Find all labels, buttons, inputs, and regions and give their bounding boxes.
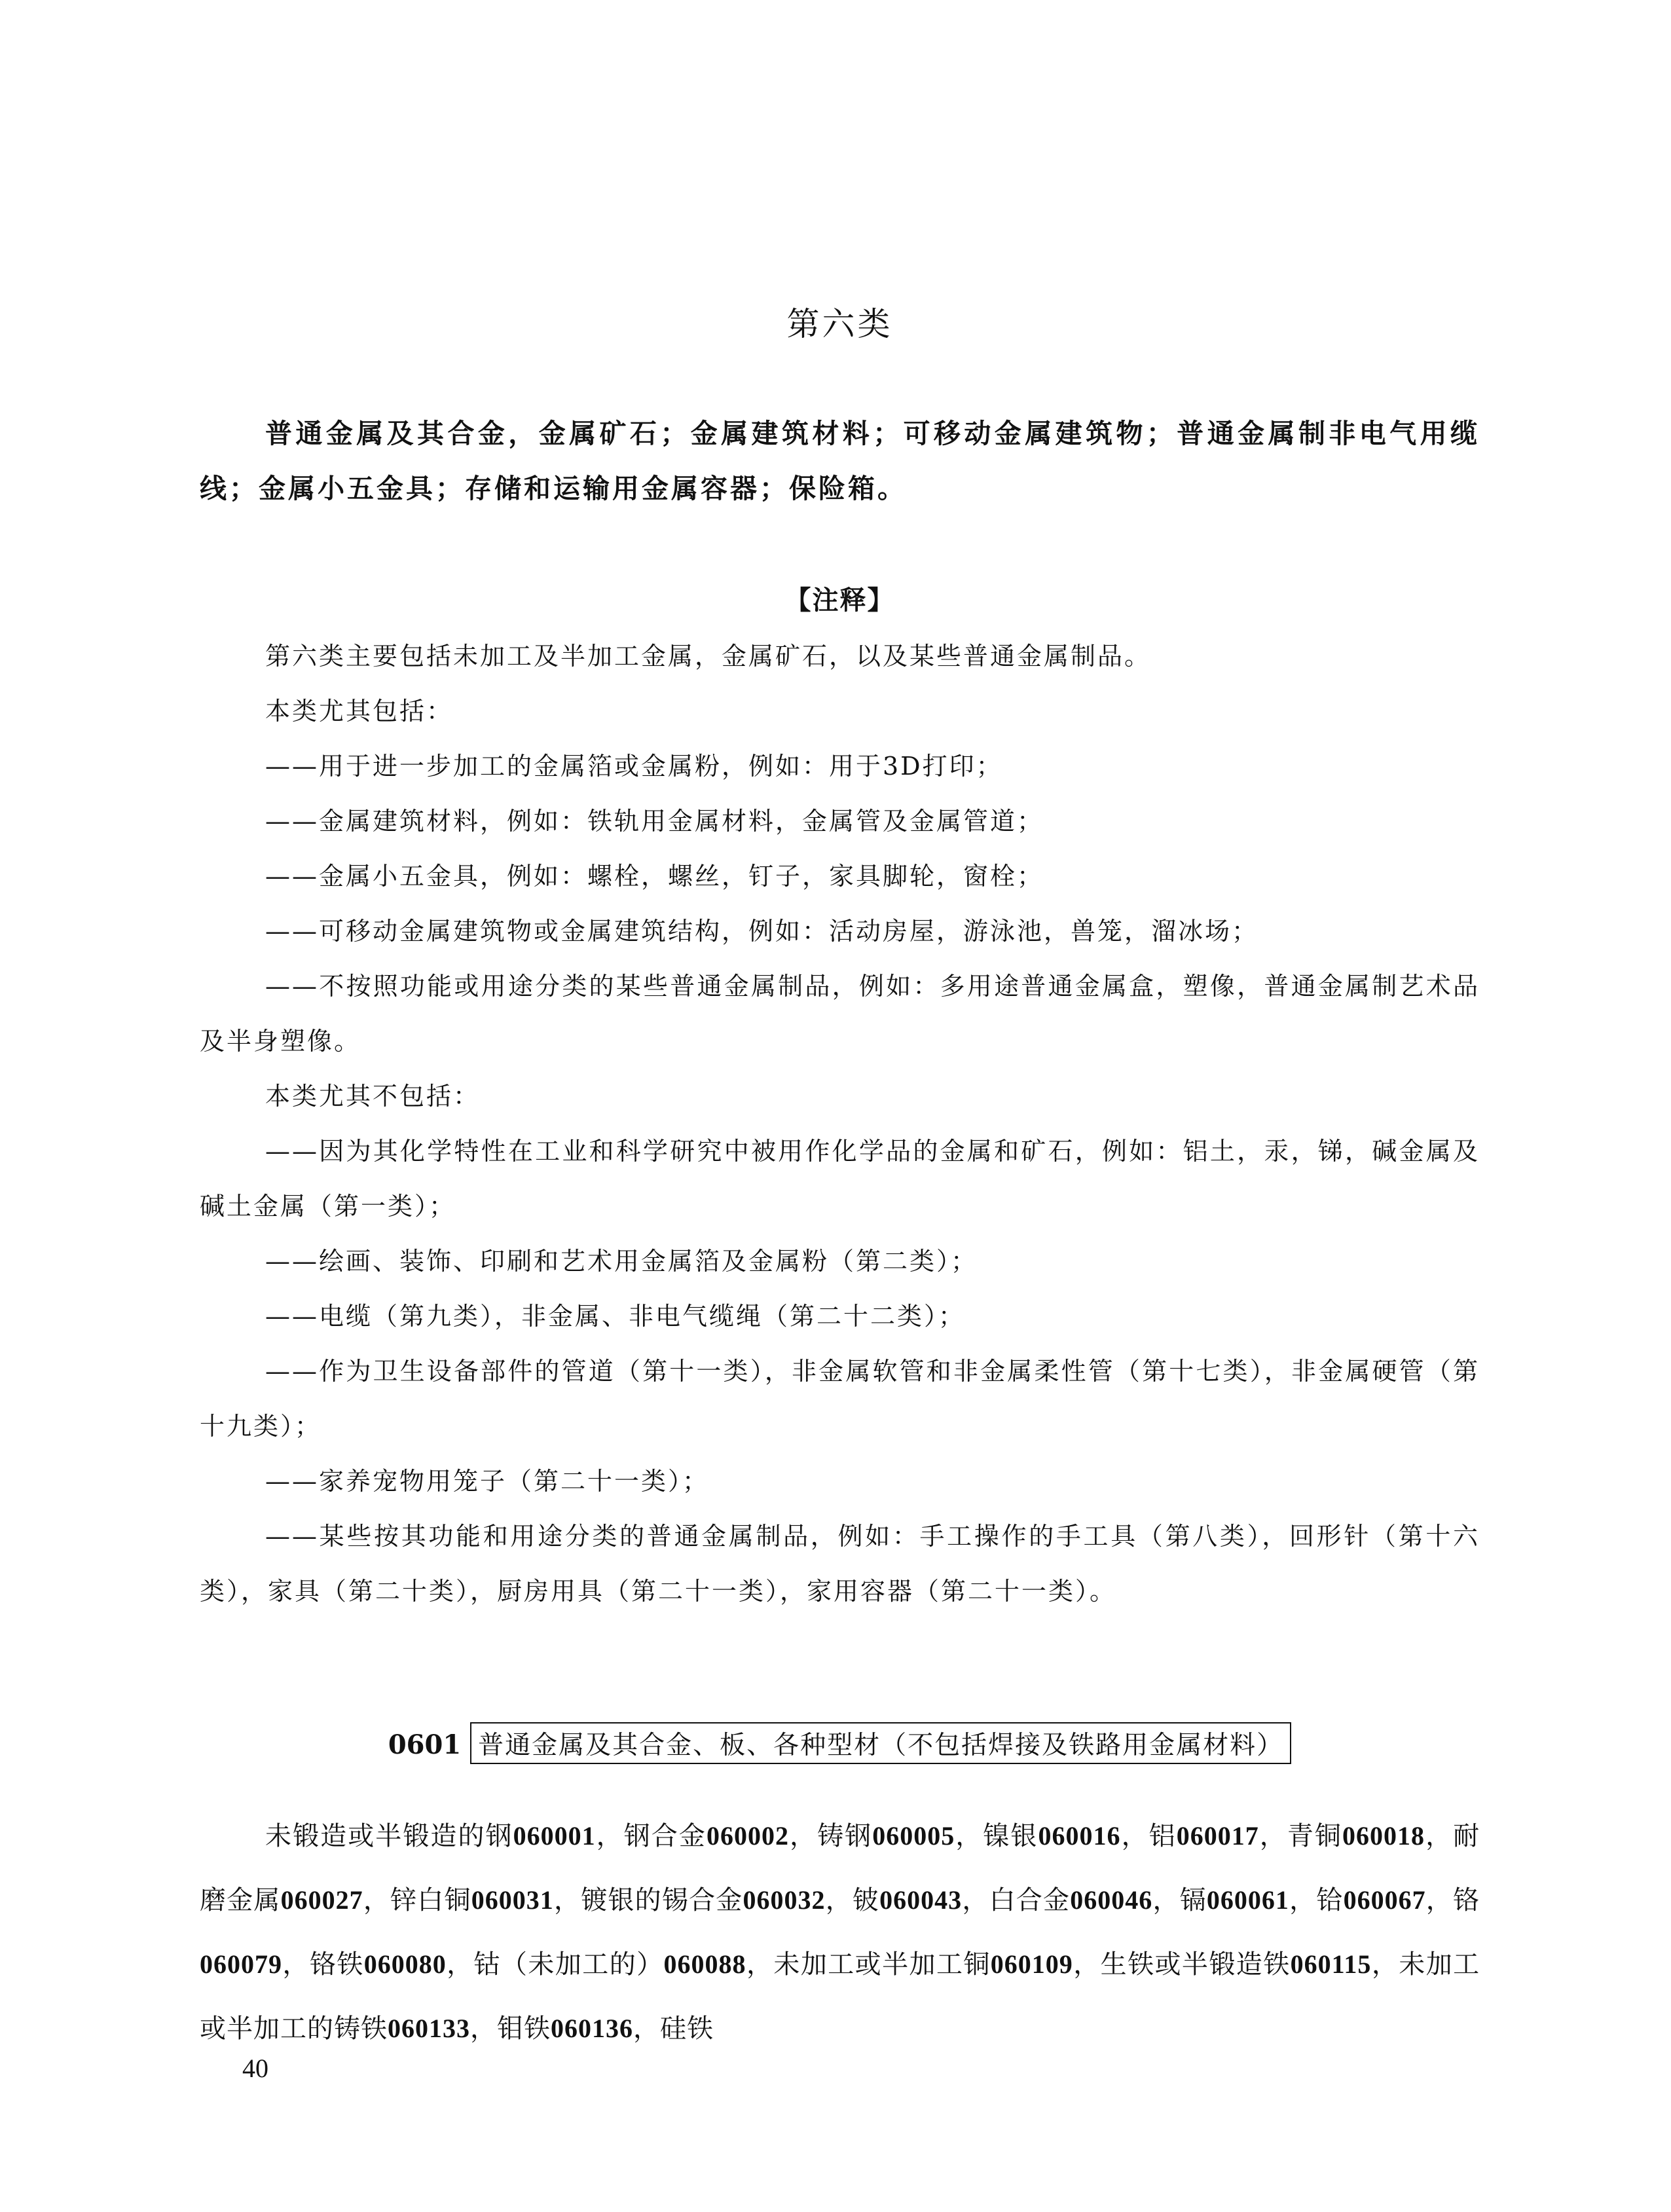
goods-name: 铍 (852, 1885, 880, 1915)
goods-item (1101, 1949, 1399, 1980)
goods-name: 镍银 (983, 1821, 1038, 1851)
goods-separator: ， (595, 1821, 624, 1851)
document-page (200, 0, 1480, 2212)
goods-separator: ， (282, 1949, 310, 1980)
goods-item (474, 1949, 774, 1980)
goods-list (200, 1804, 1480, 2061)
goods-name: 钢合金 (623, 1821, 707, 1851)
goods-code: 060067 (1343, 1885, 1426, 1915)
goods-name: 未锻造或半锻造的钢 (265, 1821, 513, 1851)
goods-name: 铝 (1148, 1821, 1177, 1851)
goods-name: 镉 (1179, 1885, 1207, 1915)
goods-name: 铸钢 (817, 1821, 873, 1851)
goods-item (1180, 1885, 1317, 1915)
goods-separator: ， (470, 2014, 497, 2044)
goods-name: 锌白铜 (390, 1885, 471, 1915)
goods-item (581, 1885, 853, 1915)
goods-code: 060079 (200, 1949, 282, 1979)
group-title: 普通金属及其合金、板、各种型材（不包括焊接及铁路用金属材料） (470, 1722, 1291, 1764)
goods-item (1316, 1885, 1453, 1915)
goods-item (853, 1885, 989, 1915)
goods-code: 060080 (363, 1949, 447, 1979)
goods-item (310, 1949, 474, 1980)
goods-code: 060031 (471, 1885, 554, 1915)
goods-code: 060005 (872, 1821, 955, 1851)
goods-name: 未加工或半加工的铸铁 (200, 1949, 1480, 2044)
group-code: 0601 (388, 1729, 462, 1760)
goods-name: 铪 (1316, 1885, 1344, 1915)
goods-code: 060002 (706, 1821, 789, 1851)
goods-separator: ， (446, 1949, 474, 1980)
goods-code: 060017 (1176, 1821, 1259, 1851)
goods-separator: ， (1120, 1821, 1149, 1851)
goods-name: 未加工或半加工铜 (773, 1949, 991, 1980)
goods-name: 生铁或半锻造铁 (1100, 1949, 1291, 1980)
goods-item (390, 1885, 581, 1915)
goods-separator: ， (962, 1885, 989, 1915)
goods-name: 钴（未加工的） (473, 1949, 664, 1980)
goods-item (773, 1949, 1100, 1980)
goods-separator: ， (633, 2014, 660, 2044)
goods-name: 镀银的锡合金 (581, 1885, 743, 1915)
goods-code: 060088 (663, 1949, 746, 1979)
class-heading: 普通金属及其合金，金属矿石；金属建筑材料；可移动金属建筑物；普通金属制非电气用缆线；金属小五金具；存储和运输用金属容器；保险箱。 (200, 418, 1480, 504)
goods-item (817, 1821, 983, 1851)
goods-item (1149, 1821, 1287, 1851)
group-header (200, 1722, 1480, 1764)
notes-paragraph: ——家养宠物用笼子（第二十一类）； (265, 1467, 710, 1496)
goods-separator: ， (363, 1885, 391, 1915)
notes-paragraph: ——金属小五金具，例如：螺栓，螺丝，钉子，家具脚轮，窗栓； (265, 862, 1044, 891)
goods-code: 060136 (551, 2014, 633, 2043)
goods-code: 060001 (513, 1821, 596, 1851)
goods-item (265, 1821, 624, 1851)
goods-name: 钼铁 (497, 2014, 551, 2044)
notes-paragraph: 本类尤其不包括： (265, 1082, 481, 1111)
goods-separator: ， (553, 1885, 581, 1915)
notes-paragraph: ——因为其化学特性在工业和科学研究中被用作化学品的金属和矿石，例如：铝土，汞，锑，碱金属及碱土金属（第一类）； (200, 1137, 1480, 1221)
class-title: 第六类 (786, 305, 893, 343)
notes-paragraph: 本类尤其包括： (265, 697, 454, 726)
goods-separator: ， (746, 1949, 774, 1980)
page-number: 40 (242, 2054, 268, 2083)
goods-code: 060046 (1070, 1885, 1153, 1915)
goods-separator: ， (1073, 1949, 1101, 1980)
goods-separator: ， (1152, 1885, 1180, 1915)
goods-code: 060133 (388, 2014, 470, 2043)
goods-code: 060109 (990, 1949, 1073, 1979)
notes-paragraph: ——金属建筑材料，例如：铁轨用金属材料，金属管及金属管道； (265, 807, 1044, 836)
notes-paragraph: ——绘画、装饰、印刷和艺术用金属箔及金属粉（第二类）； (265, 1247, 978, 1276)
goods-separator: ， (1425, 1821, 1454, 1851)
goods-name: 白合金 (989, 1885, 1071, 1915)
notes-paragraph: ——作为卫生设备部件的管道（第十一类），非金属软管和非金属柔性管（第十七类），非金属硬管（第十九类）； (200, 1357, 1480, 1441)
goods-name: 铬 (1453, 1885, 1480, 1915)
notes-paragraph: ——某些按其功能和用途分类的普通金属制品，例如：手工操作的手工具（第八类），回形针（第十六类），家具（第二十类），厨房用具（第二十一类），家用容器（第二十一类）。 (200, 1522, 1480, 1606)
goods-item (624, 1821, 817, 1851)
goods-separator: ， (1258, 1821, 1287, 1851)
goods-code: 060032 (743, 1885, 826, 1915)
goods-separator: ， (1289, 1885, 1317, 1915)
goods-code: 060016 (1038, 1821, 1121, 1851)
notes-paragraph: ——不按照功能或用途分类的某些普通金属制品，例如：多用途普通金属盒，塑像，普通金属制艺术品及半身塑像。 (200, 972, 1480, 1056)
notes-paragraph: ——用于进一步加工的金属箔或金属粉，例如：用于3D打印； (265, 752, 1003, 781)
goods-item (497, 2014, 660, 2044)
goods-item (983, 1821, 1148, 1851)
goods-separator: ， (955, 1821, 983, 1851)
notes-paragraph: ——电缆（第九类），非金属、非电气缆绳（第二十二类）； (265, 1302, 966, 1331)
goods-item (1287, 1821, 1453, 1851)
notes-body (200, 629, 1480, 1619)
goods-item (989, 1885, 1180, 1915)
notes-paragraph: 第六类主要包括未加工及半加工金属，金属矿石，以及某些普通金属制品。 (265, 642, 1152, 671)
goods-item (660, 2014, 714, 2044)
goods-code: 060018 (1342, 1821, 1425, 1851)
notes-paragraph: ——可移动金属建筑物或金属建筑结构，例如：活动房屋，游泳池，兽笼，溜冰场； (265, 917, 1259, 946)
goods-separator: ， (1425, 1885, 1453, 1915)
goods-name: 青铜 (1287, 1821, 1342, 1851)
goods-separator: ， (825, 1885, 853, 1915)
goods-code: 060027 (280, 1885, 363, 1915)
goods-name: 耐磨金属 (200, 1821, 1480, 1915)
goods-separator: ， (788, 1821, 818, 1851)
goods-code: 060043 (879, 1885, 963, 1915)
goods-name: 铬铁 (309, 1949, 364, 1980)
goods-name: 硅铁 (660, 2014, 714, 2044)
goods-separator: ， (1371, 1949, 1399, 1980)
goods-code: 060061 (1206, 1885, 1289, 1915)
goods-code: 060115 (1290, 1949, 1372, 1979)
notes-title: 【注释】 (784, 585, 895, 616)
